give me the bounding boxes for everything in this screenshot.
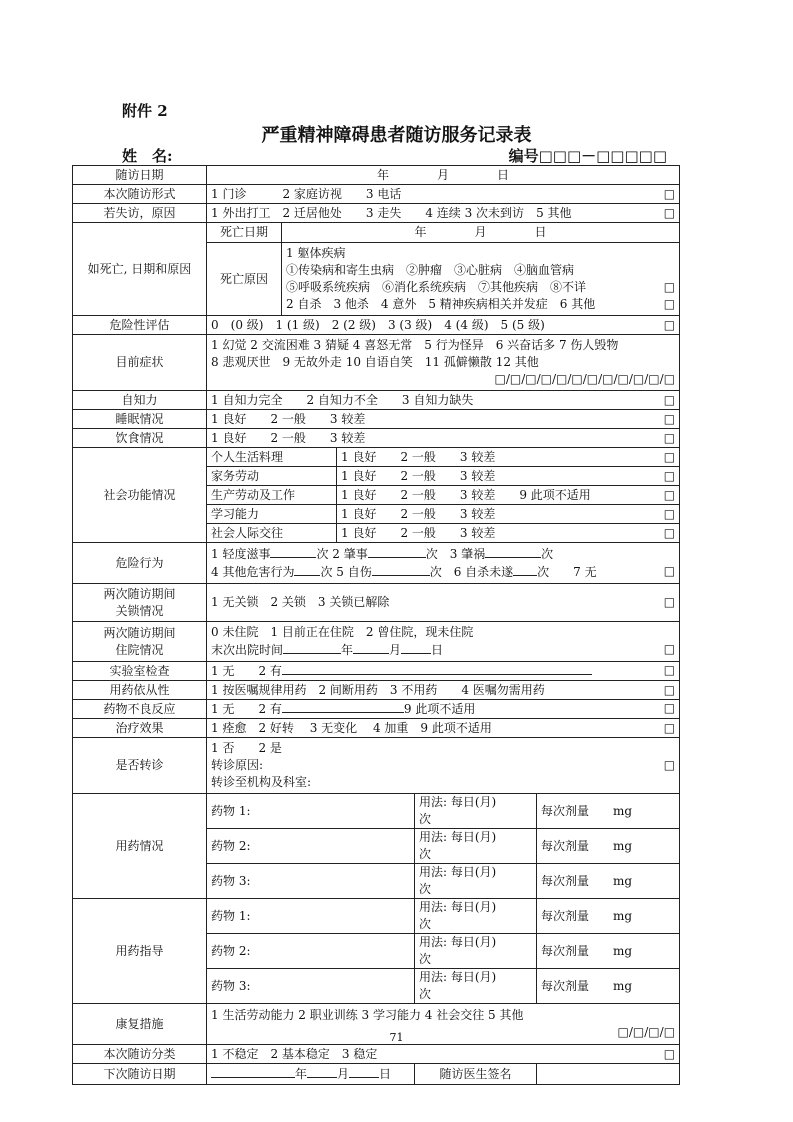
symptoms-line: 1 幻觉 2 交流困难 3 猜疑 4 喜怒无常 5 行为怪异 6 兴奋话多 7 伤人毁物 xyxy=(211,338,619,352)
death-date-value[interactable]: 年 月 日 xyxy=(282,223,680,243)
blank-field[interactable] xyxy=(294,563,320,576)
guide-usage[interactable]: 用法: 每日(月) 次 xyxy=(415,934,537,969)
social-item-name: 个人生活料理 xyxy=(207,448,337,467)
adverse-na: 9 此项不适用 xyxy=(403,702,476,716)
hospital-label: 两次随访期间 xyxy=(103,625,176,640)
social-item-name: 学习能力 xyxy=(207,505,337,524)
symptoms-label: 目前症状 xyxy=(73,335,207,391)
checkbox[interactable]: □ xyxy=(663,449,676,464)
visit-date-value[interactable]: 年 月 日 xyxy=(207,166,680,185)
adverse-label: 药物不良反应 xyxy=(73,700,207,719)
rehab-options: 1 生活劳动能力 2 职业训练 3 学习能力 4 社会交往 5 其他 xyxy=(211,1008,524,1022)
checkbox[interactable]: □ xyxy=(663,1046,676,1061)
lab-label: 实验室检查 xyxy=(73,662,207,681)
med-dose[interactable]: 每次剂量 mg xyxy=(537,794,680,829)
lock-label: 两次随访期间 xyxy=(103,586,176,601)
blank-field[interactable] xyxy=(368,545,426,558)
med-usage[interactable]: 用法: 每日(月) 次 xyxy=(415,794,537,829)
death-cause-label: 死亡原因 xyxy=(207,243,282,316)
danger-item: 次 2 肇事 xyxy=(316,547,368,561)
visit-form-options: 1 门诊 2 家庭访视 3 电话 xyxy=(211,186,402,201)
guide-drug[interactable]: 药物 2: xyxy=(207,934,415,969)
blank-field[interactable] xyxy=(513,563,537,576)
page-number: 71 xyxy=(389,1031,404,1044)
referral-reason-label: 转诊原因: xyxy=(211,758,264,772)
danger-item: 次 5 自伤 xyxy=(320,565,372,579)
row-guide-0 xyxy=(73,899,680,934)
social-item-name: 社会人际交往 xyxy=(207,524,337,543)
doctor-sign-field[interactable] xyxy=(537,1064,680,1085)
checkbox[interactable]: □ xyxy=(663,506,676,521)
attachment-label: 附件 2 xyxy=(122,102,168,120)
blank-field[interactable] xyxy=(485,545,541,558)
med-usage[interactable]: 用法: 每日(月) 次 xyxy=(415,864,537,899)
lab-options: 1 无 2 有 xyxy=(211,664,282,678)
effect-options: 1 痊愈 2 好转 3 无变化 4 加重 9 此项不适用 xyxy=(211,720,492,735)
checkbox[interactable]: □ xyxy=(663,564,676,578)
visit-date-label: 随访日期 xyxy=(73,166,207,185)
danger-item: 次 6 自杀未遂 xyxy=(429,565,514,579)
social-label: 社会功能情况 xyxy=(73,448,207,543)
social-item-options: 1 良好 2 一般 3 较差 xyxy=(341,525,496,540)
danger-item: 4 其他危害行为 xyxy=(211,565,295,579)
insight-options: 1 自知力完全 2 自知力不全 3 自知力缺失 xyxy=(211,392,474,407)
danger-item: 次 7 无 xyxy=(537,565,597,579)
blank-field[interactable] xyxy=(283,641,341,654)
row-visit-form xyxy=(73,185,680,204)
danger-label: 危险行为 xyxy=(73,543,207,584)
month-label: 月 xyxy=(389,643,402,657)
blank-field[interactable] xyxy=(353,641,389,654)
classify-options: 1 不稳定 2 基本稳定 3 稳定 xyxy=(211,1046,378,1061)
number-field-label: 编号□□□－□□□□□ xyxy=(508,147,667,165)
followup-record-table xyxy=(72,165,680,1085)
checkbox[interactable]: □ xyxy=(663,205,676,220)
checkbox[interactable]: □ xyxy=(663,663,676,677)
checkbox[interactable]: □ xyxy=(663,317,676,332)
lock-label: 关锁情况 xyxy=(115,603,164,618)
blank-field[interactable] xyxy=(307,1065,337,1078)
blank-field[interactable] xyxy=(401,641,431,654)
checkbox[interactable]: □ xyxy=(663,642,676,656)
checkbox[interactable]: □ xyxy=(663,411,676,426)
blank-field[interactable] xyxy=(349,1065,379,1078)
rehab-label: 康复措施 xyxy=(73,1004,207,1045)
blank-field[interactable] xyxy=(372,563,430,576)
row-symptoms xyxy=(73,335,680,391)
row-referral xyxy=(73,738,680,794)
guide-drug[interactable]: 药物 3: xyxy=(207,969,415,1004)
blank-field[interactable] xyxy=(211,1065,295,1078)
hospital-options: 0 未住院 1 目前正在住院 2 曾住院，现未住院 xyxy=(211,625,474,639)
med-drug[interactable]: 药物 1: xyxy=(207,794,415,829)
social-item-options: 1 良好 2 一般 3 较差 xyxy=(341,449,496,464)
symptoms-checkboxes[interactable]: □/□/□/□/□/□/□/□/□/□/□/□ xyxy=(494,372,676,386)
checkbox[interactable]: □ xyxy=(663,297,676,311)
guide-dose[interactable]: 每次剂量 mg xyxy=(537,969,680,1004)
row-risk xyxy=(73,316,680,335)
discharge-label: 末次出院时间 xyxy=(211,643,284,657)
row-social-0 xyxy=(73,448,680,467)
sleep-label: 睡眠情况 xyxy=(73,410,207,429)
day-label: 日 xyxy=(379,1067,392,1081)
row-compliance xyxy=(73,681,680,700)
checkbox[interactable]: □ xyxy=(663,701,676,715)
med-dose[interactable]: 每次剂量 mg xyxy=(537,864,680,899)
guide-drug[interactable]: 药物 1: xyxy=(207,899,415,934)
blank-field[interactable] xyxy=(270,545,316,558)
social-item-options: 1 良好 2 一般 3 较差 xyxy=(341,468,496,483)
checkbox[interactable]: □ xyxy=(663,430,676,445)
guide-usage[interactable]: 用法: 每日(月) 次 xyxy=(415,899,537,934)
row-adverse xyxy=(73,700,680,719)
lost-options: 1 外出打工 2 迁居他处 3 走失 4 连续 3 次未到访 5 其他 xyxy=(211,205,572,220)
checkbox[interactable]: □ xyxy=(663,487,676,502)
compliance-label: 用药依从性 xyxy=(73,681,207,700)
row-meds-0 xyxy=(73,794,680,829)
row-lab xyxy=(73,662,680,681)
checkbox[interactable]: □ xyxy=(663,758,676,772)
day-label: 日 xyxy=(431,643,444,657)
danger-item: 次 3 肇祸 xyxy=(425,547,486,561)
visit-form-label: 本次随访形式 xyxy=(73,185,207,204)
row-hospital xyxy=(73,622,680,662)
death-cause-line: ①传染病和寄生虫病 ②肿瘤 ③心脏病 ④脑血管病 xyxy=(286,263,575,277)
effect-label: 治疗效果 xyxy=(73,719,207,738)
death-cause-line: ⑤呼吸系统疾病 ⑥消化系统疾病 ⑦其他疾病 ⑧不详 xyxy=(286,280,587,294)
blank-field[interactable] xyxy=(282,662,592,675)
checkbox[interactable]: □ xyxy=(663,392,676,407)
doctor-sign-label: 随访医生签名 xyxy=(415,1064,537,1085)
insight-label: 自知力 xyxy=(73,391,207,410)
sleep-options: 1 良好 2 一般 3 较差 xyxy=(211,411,366,426)
risk-label: 危险性评估 xyxy=(73,316,207,335)
diet-label: 饮食情况 xyxy=(73,429,207,448)
row-danger xyxy=(73,543,680,584)
row-lock xyxy=(73,584,680,622)
year-label: 年 xyxy=(295,1067,308,1081)
checkbox[interactable]: □ xyxy=(663,280,676,294)
med-dose[interactable]: 每次剂量 mg xyxy=(537,829,680,864)
referral-label: 是否转诊 xyxy=(73,738,207,794)
meds-label: 用药情况 xyxy=(73,794,207,899)
lost-label: 若失访，原因 xyxy=(73,204,207,223)
adverse-options: 1 无 2 有 xyxy=(211,702,282,716)
row-death-date xyxy=(73,223,680,243)
row-sleep xyxy=(73,410,680,429)
classify-label: 本次随访分类 xyxy=(73,1045,207,1064)
danger-item: 1 轻度滋事 xyxy=(211,547,271,561)
guide-dose[interactable]: 每次剂量 mg xyxy=(537,899,680,934)
form-title: 严重精神障碍患者随访服务记录表 xyxy=(261,125,532,146)
checkbox[interactable]: □ xyxy=(663,186,676,201)
row-visit-date xyxy=(73,166,680,185)
social-item-options: 1 良好 2 一般 3 较差 9 此项不适用 xyxy=(341,487,591,502)
death-date-label: 死亡日期 xyxy=(207,223,282,243)
diet-options: 1 良好 2 一般 3 较差 xyxy=(211,430,366,445)
name-field-label: 姓 名: xyxy=(122,147,173,165)
rehab-checkboxes[interactable]: □/□/□/□ xyxy=(617,1025,676,1039)
checkbox[interactable]: □ xyxy=(663,525,676,540)
guide-dose[interactable]: 每次剂量 mg xyxy=(537,934,680,969)
blank-field[interactable] xyxy=(282,700,404,713)
year-label: 年 xyxy=(341,643,354,657)
referral-dept-label: 转诊至机构及科室: xyxy=(211,775,312,789)
checkbox[interactable]: □ xyxy=(663,682,676,697)
risk-options: 0 (0 级) 1 (1 级) 2 (2 级) 3 (3 级) 4 (4 级) 5 (5 级) xyxy=(211,317,545,332)
hospital-label: 住院情况 xyxy=(115,642,164,657)
med-drug[interactable]: 药物 2: xyxy=(207,829,415,864)
month-label: 月 xyxy=(337,1067,350,1081)
checkbox[interactable]: □ xyxy=(663,595,676,609)
row-lost xyxy=(73,204,680,223)
death-cause-line: 2 自杀 3 他杀 4 意外 5 精神疾病相关并发症 6 其他 xyxy=(286,297,596,311)
danger-item: 次 xyxy=(541,547,554,561)
checkbox[interactable]: □ xyxy=(663,720,676,735)
compliance-options: 1 按医嘱规律用药 2 间断用药 3 不用药 4 医嘱勿需用药 xyxy=(211,682,545,697)
next-visit-label: 下次随访日期 xyxy=(73,1064,207,1085)
row-insight xyxy=(73,391,680,410)
med-drug[interactable]: 药物 3: xyxy=(207,864,415,899)
death-cause-line: 1 躯体疾病 xyxy=(286,246,346,260)
social-item-name: 家务劳动 xyxy=(207,467,337,486)
med-usage[interactable]: 用法: 每日(月) 次 xyxy=(415,829,537,864)
death-label: 如死亡, 日期和原因 xyxy=(73,223,207,316)
guide-label: 用药指导 xyxy=(73,899,207,1004)
social-item-options: 1 良好 2 一般 3 较差 xyxy=(341,506,496,521)
referral-options: 1 否 2 是 xyxy=(211,741,282,755)
row-next-visit xyxy=(73,1064,680,1085)
row-classify xyxy=(73,1045,680,1064)
guide-usage[interactable]: 用法: 每日(月) 次 xyxy=(415,969,537,1004)
row-effect xyxy=(73,719,680,738)
checkbox[interactable]: □ xyxy=(663,468,676,483)
symptoms-line: 8 悲观厌世 9 无故外走 10 自语自笑 11 孤僻懒散 12 其他 xyxy=(211,355,539,369)
lock-options: 1 无关锁 2 关锁 3 关锁已解除 xyxy=(211,595,390,609)
social-item-name: 生产劳动及工作 xyxy=(207,486,337,505)
row-diet xyxy=(73,429,680,448)
